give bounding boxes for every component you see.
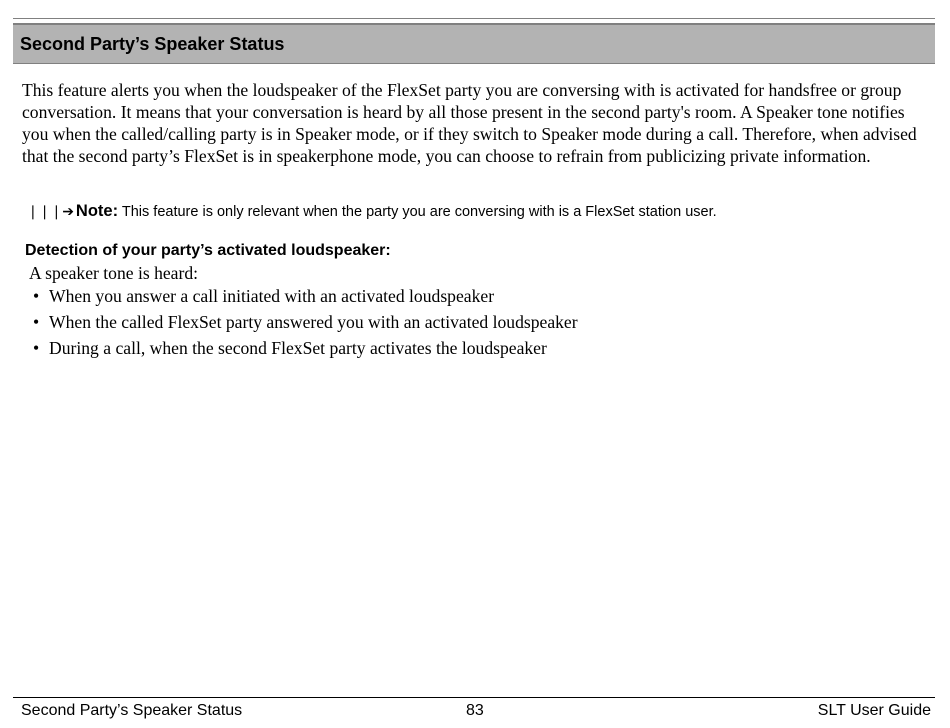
section-title-bar — [13, 24, 935, 64]
list-item — [33, 337, 578, 363]
list-item — [33, 285, 578, 311]
list-item-text: When you answer a call initiated with an activated loudspeaker — [49, 286, 495, 306]
bullet-icon: • — [33, 338, 40, 358]
page-title: Second Party’s Speaker Status — [20, 34, 285, 54]
footer-guide-title: SLT User Guide — [817, 702, 931, 719]
section-heading: Detection of your party’s activated loudspeaker: — [25, 242, 391, 259]
bullet-list — [33, 285, 578, 363]
note-text: This feature is only relevant when the party you are conversing with is a FlexSet station user. — [121, 204, 717, 220]
footer-page-number: 83 — [466, 702, 484, 719]
section-lead: A speaker tone is heard: — [29, 263, 199, 283]
list-item — [33, 311, 578, 337]
note-arrow-icon: ❘❘❘➔ — [27, 203, 74, 219]
note-label: Note: — [75, 202, 119, 220]
footer-section-title: Second Party’s Speaker Status — [21, 702, 243, 719]
bullet-icon: • — [33, 286, 40, 306]
list-item-text: During a call, when the second FlexSet party activates the loudspeaker — [49, 338, 547, 358]
list-item-text: When the called FlexSet party answered you with an activated loudspeaker — [49, 312, 578, 332]
intro-paragraph: This feature alerts you when the loudspeaker of the FlexSet party you are conversing with is activated for handsfree or group conversation. It means that your conversation is heard by all those present in the second party's room. A Speaker tone notifies you when the called/calling party is in Speaker mode, or if they switch to Speaker mode during a call. Therefore, when advised that the second party’s FlexSet is in speakerphone mode, you can choose to refrain from publicizing private information. — [22, 80, 917, 166]
bullet-icon: • — [33, 312, 40, 332]
footer-rule — [13, 697, 935, 698]
note-block — [27, 200, 717, 223]
